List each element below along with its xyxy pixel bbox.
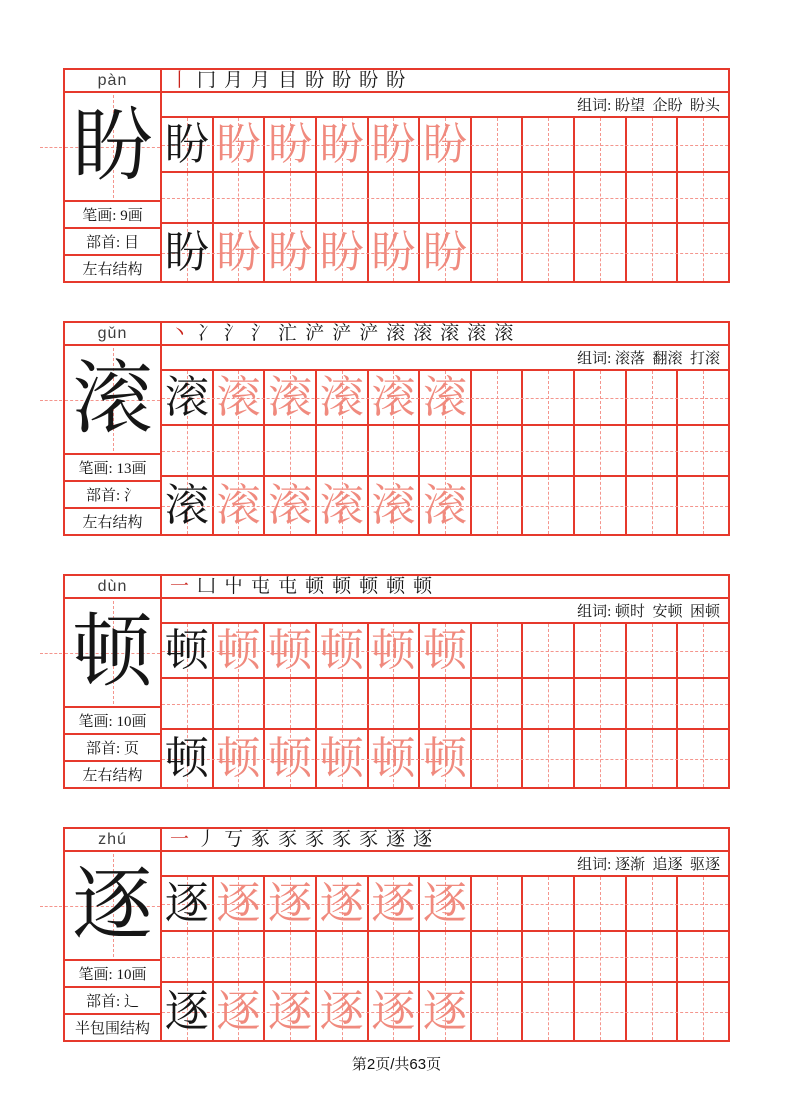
- practice-character-trace: 盼: [319, 119, 364, 169]
- practice-cell: [472, 173, 524, 222]
- practice-character-trace: 顿: [371, 625, 416, 675]
- practice-cell: [575, 224, 627, 281]
- practice-cell: [162, 371, 214, 424]
- practice-cell: [627, 118, 679, 171]
- practice-cell: [420, 224, 472, 281]
- pinyin-label: gǔn: [65, 323, 160, 346]
- pinyin-label: dùn: [65, 576, 160, 599]
- practice-cell: [214, 118, 266, 171]
- main-character-cell: [65, 93, 160, 200]
- practice-cell: [162, 477, 214, 534]
- practice-cell: [678, 932, 728, 981]
- practice-cell: [369, 730, 421, 787]
- words-row: 组词: 逐渐 追逐 驱逐: [162, 852, 728, 877]
- stroke-order-step: 逐: [386, 829, 406, 850]
- practice-column: [162, 323, 728, 534]
- practice-cell: [523, 173, 575, 222]
- stroke-order-row: [162, 70, 728, 93]
- practice-cell: [369, 477, 421, 534]
- practice-cell: [678, 983, 728, 1040]
- character-block: [63, 321, 730, 536]
- practice-cell: [162, 118, 214, 171]
- structure-row: 左右结构: [65, 760, 160, 787]
- practice-cell: [678, 477, 728, 534]
- practice-cell: [317, 624, 369, 677]
- main-character: 顿: [72, 608, 153, 697]
- practice-cell: [369, 118, 421, 171]
- radical-row: 部首: 页: [65, 733, 160, 760]
- practice-cell: [420, 477, 472, 534]
- practice-cell: [523, 877, 575, 930]
- stroke-order-step: 豕: [359, 829, 379, 850]
- practice-cell: [317, 173, 369, 222]
- stroke-count-row: 笔画: 13画: [65, 453, 160, 480]
- character-info-column: [65, 70, 162, 281]
- words-row: 组词: 滚落 翻滚 打滚: [162, 346, 728, 371]
- practice-cell: [420, 173, 472, 222]
- practice-character-example: 顿: [164, 733, 209, 783]
- practice-cell: [214, 679, 266, 728]
- practice-cell: [214, 371, 266, 424]
- stroke-order-step: 盼: [359, 70, 379, 91]
- stroke-order-step: 顿: [305, 576, 325, 597]
- stroke-order-row: [162, 829, 728, 852]
- practice-character-trace: 逐: [216, 986, 261, 1036]
- main-character-cell: [65, 599, 160, 706]
- practice-character-trace: 滚: [371, 480, 416, 530]
- practice-cell: [420, 426, 472, 475]
- practice-character-trace: 滚: [319, 480, 364, 530]
- practice-cell: [678, 224, 728, 281]
- practice-cell: [678, 371, 728, 424]
- guide-dash: [40, 147, 62, 148]
- stroke-order-step: 冫: [197, 323, 217, 344]
- practice-character-trace: 逐: [268, 986, 313, 1036]
- practice-cell: [214, 426, 266, 475]
- practice-character-example: 滚: [164, 372, 209, 422]
- practice-cell: [678, 730, 728, 787]
- practice-character-example: 顿: [164, 625, 209, 675]
- practice-cell: [369, 371, 421, 424]
- practice-cell: [317, 224, 369, 281]
- stroke-count-row: 笔画: 10画: [65, 706, 160, 733]
- practice-character-trace: 顿: [319, 625, 364, 675]
- practice-cell: [627, 173, 679, 222]
- stroke-order-step: 豕: [305, 829, 325, 850]
- words-row: 组词: 盼望 企盼 盼头: [162, 93, 728, 118]
- character-block: [63, 68, 730, 283]
- practice-cell: [472, 224, 524, 281]
- practice-cell: [523, 224, 575, 281]
- practice-cell: [317, 477, 369, 534]
- practice-cell: [420, 679, 472, 728]
- pinyin-label: zhú: [65, 829, 160, 852]
- practice-cell: [472, 624, 524, 677]
- practice-cell: [575, 477, 627, 534]
- practice-cell: [369, 877, 421, 930]
- practice-character-trace: 逐: [371, 986, 416, 1036]
- practice-cell: [265, 371, 317, 424]
- practice-cell: [317, 371, 369, 424]
- practice-cell: [265, 624, 317, 677]
- practice-cell: [214, 983, 266, 1040]
- words-row: 组词: 顿时 安顿 困顿: [162, 599, 728, 624]
- practice-grid-row-empty: [162, 426, 728, 477]
- practice-cell: [369, 932, 421, 981]
- stroke-order-step: 顿: [359, 576, 379, 597]
- practice-character-trace: 盼: [268, 119, 313, 169]
- practice-cell: [575, 932, 627, 981]
- practice-character-trace: 逐: [319, 878, 364, 928]
- practice-column: [162, 576, 728, 787]
- structure-row: 左右结构: [65, 507, 160, 534]
- practice-cell: [523, 679, 575, 728]
- practice-character-trace: 盼: [423, 119, 468, 169]
- stroke-order-step: 逐: [413, 829, 433, 850]
- stroke-count-row: 笔画: 10画: [65, 959, 160, 986]
- stroke-order-step: 氵: [224, 323, 244, 344]
- stroke-order-step: 浐: [359, 323, 379, 344]
- practice-character-trace: 顿: [268, 733, 313, 783]
- practice-cell: [317, 426, 369, 475]
- practice-grid-row: [162, 371, 728, 426]
- practice-cell: [214, 877, 266, 930]
- stroke-order-step: 滚: [494, 323, 514, 344]
- practice-cell: [369, 173, 421, 222]
- pinyin-label: pàn: [65, 70, 160, 93]
- practice-cell: [214, 624, 266, 677]
- practice-cell: [523, 932, 575, 981]
- practice-cell: [265, 679, 317, 728]
- stroke-order-step: 屯: [278, 576, 298, 597]
- stroke-order-step: 凵: [197, 576, 217, 597]
- radical-row: 部首: 辶: [65, 986, 160, 1013]
- practice-character-trace: 滚: [216, 480, 261, 530]
- practice-cell: [265, 426, 317, 475]
- practice-cell: [369, 983, 421, 1040]
- stroke-order-step: 一: [170, 576, 190, 597]
- practice-character-trace: 顿: [268, 625, 313, 675]
- stroke-order-step: 一: [170, 829, 190, 850]
- stroke-order-step: 滚: [467, 323, 487, 344]
- practice-cell: [472, 679, 524, 728]
- practice-character-trace: 逐: [319, 986, 364, 1036]
- practice-grid-row-empty: [162, 679, 728, 730]
- practice-cell: [420, 624, 472, 677]
- practice-cell: [472, 730, 524, 787]
- character-info-column: [65, 829, 162, 1040]
- character-block: [63, 574, 730, 789]
- practice-cell: [317, 877, 369, 930]
- practice-character-example: 逐: [164, 986, 209, 1036]
- radical-row: 部首: 目: [65, 227, 160, 254]
- practice-cell: [575, 371, 627, 424]
- stroke-order-row: [162, 323, 728, 346]
- practice-cell: [523, 983, 575, 1040]
- practice-cell: [265, 118, 317, 171]
- practice-cell: [575, 983, 627, 1040]
- practice-cell: [523, 624, 575, 677]
- practice-grid-row: [162, 224, 728, 281]
- practice-cell: [627, 371, 679, 424]
- practice-cell: [214, 477, 266, 534]
- practice-cell: [420, 983, 472, 1040]
- practice-cell: [162, 624, 214, 677]
- practice-cell: [162, 983, 214, 1040]
- practice-character-trace: 盼: [371, 119, 416, 169]
- stroke-order-step: 汒: [278, 323, 298, 344]
- stroke-order-step: 屮: [224, 576, 244, 597]
- practice-character-trace: 逐: [423, 986, 468, 1036]
- practice-cell: [678, 877, 728, 930]
- practice-character-trace: 顿: [216, 733, 261, 783]
- practice-cell: [317, 118, 369, 171]
- practice-cell: [575, 118, 627, 171]
- practice-cell: [627, 477, 679, 534]
- practice-cell: [162, 173, 214, 222]
- practice-cell: [575, 426, 627, 475]
- guide-dash: [40, 653, 62, 654]
- practice-cell: [420, 730, 472, 787]
- practice-grid-row: [162, 624, 728, 679]
- practice-cell: [369, 624, 421, 677]
- practice-cell: [214, 173, 266, 222]
- practice-cell: [265, 224, 317, 281]
- practice-cell: [627, 983, 679, 1040]
- practice-grid-row-empty: [162, 173, 728, 224]
- practice-character-trace: 顿: [319, 733, 364, 783]
- practice-cell: [575, 730, 627, 787]
- stroke-order-step: 滚: [386, 323, 406, 344]
- practice-character-trace: 顿: [216, 625, 261, 675]
- practice-cell: [265, 477, 317, 534]
- page-number: 第2页/共63页: [351, 1056, 442, 1073]
- practice-cell: [678, 426, 728, 475]
- practice-character-example: 逐: [164, 878, 209, 928]
- practice-grid-row: [162, 730, 728, 787]
- practice-cell: [472, 983, 524, 1040]
- practice-cell: [265, 877, 317, 930]
- radical-row: 部首: 氵: [65, 480, 160, 507]
- practice-cell: [162, 679, 214, 728]
- practice-cell: [420, 118, 472, 171]
- practice-cell: [627, 224, 679, 281]
- practice-cell: [265, 983, 317, 1040]
- practice-cell: [369, 224, 421, 281]
- practice-grid-row-empty: [162, 932, 728, 983]
- stroke-order-step: 盼: [386, 70, 406, 91]
- stroke-order-step: 冂: [197, 70, 217, 91]
- practice-character-trace: 盼: [216, 119, 261, 169]
- practice-cell: [214, 932, 266, 981]
- practice-cell: [162, 877, 214, 930]
- practice-character-example: 滚: [164, 480, 209, 530]
- practice-cell: [162, 224, 214, 281]
- practice-cell: [627, 877, 679, 930]
- stroke-count-row: 笔画: 9画: [65, 200, 160, 227]
- practice-cell: [472, 426, 524, 475]
- practice-cell: [472, 118, 524, 171]
- practice-character-trace: 盼: [371, 227, 416, 277]
- practice-cell: [575, 624, 627, 677]
- practice-column: [162, 829, 728, 1040]
- practice-cell: [627, 730, 679, 787]
- practice-cell: [523, 118, 575, 171]
- practice-cell: [265, 173, 317, 222]
- stroke-order-step: 滚: [440, 323, 460, 344]
- guide-dash: [40, 906, 62, 907]
- practice-column: [162, 70, 728, 281]
- practice-cell: [523, 426, 575, 475]
- practice-cell: [678, 679, 728, 728]
- stroke-order-step: 顿: [386, 576, 406, 597]
- practice-character-trace: 盼: [216, 227, 261, 277]
- main-character: 盼: [72, 102, 153, 191]
- practice-cell: [627, 679, 679, 728]
- practice-character-example: 盼: [164, 227, 209, 277]
- stroke-order-step: 月: [224, 70, 244, 91]
- stroke-order-step: 浐: [305, 323, 325, 344]
- stroke-order-step: 豕: [332, 829, 352, 850]
- main-character: 逐: [72, 861, 153, 950]
- practice-character-trace: 滚: [371, 372, 416, 422]
- practice-cell: [369, 426, 421, 475]
- stroke-order-step: 丶: [170, 323, 190, 344]
- practice-grid-row: [162, 877, 728, 932]
- stroke-order-step: 浐: [332, 323, 352, 344]
- practice-cell: [678, 173, 728, 222]
- practice-cell: [627, 932, 679, 981]
- practice-cell: [317, 730, 369, 787]
- stroke-order-step: 顿: [332, 576, 352, 597]
- practice-character-trace: 逐: [423, 878, 468, 928]
- stroke-order-step: 丿: [197, 829, 217, 850]
- practice-cell: [265, 730, 317, 787]
- practice-cell: [162, 730, 214, 787]
- practice-cell: [265, 932, 317, 981]
- practice-grid-row: [162, 477, 728, 534]
- stroke-order-step: 氵: [251, 323, 271, 344]
- practice-cell: [162, 932, 214, 981]
- stroke-order-step: 滚: [413, 323, 433, 344]
- character-info-column: [65, 576, 162, 787]
- practice-cell: [627, 426, 679, 475]
- practice-cell: [678, 118, 728, 171]
- practice-character-trace: 滚: [268, 480, 313, 530]
- main-character-cell: [65, 346, 160, 453]
- guide-dash: [40, 400, 62, 401]
- practice-cell: [523, 730, 575, 787]
- stroke-order-step: 屯: [251, 576, 271, 597]
- practice-character-trace: 顿: [423, 733, 468, 783]
- practice-cell: [317, 932, 369, 981]
- stroke-order-step: 丂: [224, 829, 244, 850]
- practice-cell: [678, 624, 728, 677]
- practice-character-trace: 滚: [268, 372, 313, 422]
- practice-cell: [162, 426, 214, 475]
- structure-row: 左右结构: [65, 254, 160, 281]
- stroke-order-step: 目: [278, 70, 298, 91]
- practice-cell: [369, 679, 421, 728]
- stroke-order-step: 豕: [278, 829, 298, 850]
- stroke-order-row: [162, 576, 728, 599]
- main-character: 滚: [72, 355, 153, 444]
- stroke-order-step: 月: [251, 70, 271, 91]
- practice-cell: [472, 877, 524, 930]
- stroke-order-step: 丨: [170, 70, 190, 91]
- practice-cell: [627, 624, 679, 677]
- character-blocks: [63, 68, 730, 1080]
- practice-character-trace: 盼: [319, 227, 364, 277]
- stroke-order-step: 盼: [332, 70, 352, 91]
- practice-character-trace: 滚: [423, 372, 468, 422]
- structure-row: 半包围结构: [65, 1013, 160, 1040]
- practice-character-trace: 逐: [216, 878, 261, 928]
- practice-cell: [420, 932, 472, 981]
- practice-cell: [420, 371, 472, 424]
- practice-character-example: 盼: [164, 119, 209, 169]
- stroke-order-step: 豖: [251, 829, 271, 850]
- practice-cell: [575, 877, 627, 930]
- practice-character-trace: 盼: [268, 227, 313, 277]
- stroke-order-step: 顿: [413, 576, 433, 597]
- practice-cell: [317, 679, 369, 728]
- practice-character-trace: 滚: [423, 480, 468, 530]
- practice-character-trace: 逐: [268, 878, 313, 928]
- practice-cell: [523, 477, 575, 534]
- practice-character-trace: 逐: [371, 878, 416, 928]
- character-block: [63, 827, 730, 1042]
- practice-cell: [575, 679, 627, 728]
- practice-character-trace: 滚: [216, 372, 261, 422]
- practice-cell: [472, 371, 524, 424]
- practice-cell: [472, 477, 524, 534]
- practice-grid-row: [162, 118, 728, 173]
- practice-cell: [523, 371, 575, 424]
- practice-cell: [575, 173, 627, 222]
- character-info-column: [65, 323, 162, 534]
- practice-cell: [420, 877, 472, 930]
- main-character-cell: [65, 852, 160, 959]
- stroke-order-step: 盼: [305, 70, 325, 91]
- practice-cell: [317, 983, 369, 1040]
- practice-character-trace: 滚: [319, 372, 364, 422]
- practice-character-trace: 顿: [371, 733, 416, 783]
- practice-cell: [214, 224, 266, 281]
- practice-character-trace: 盼: [423, 227, 468, 277]
- practice-grid-row: [162, 983, 728, 1040]
- practice-cell: [214, 730, 266, 787]
- practice-cell: [472, 932, 524, 981]
- practice-character-trace: 顿: [423, 625, 468, 675]
